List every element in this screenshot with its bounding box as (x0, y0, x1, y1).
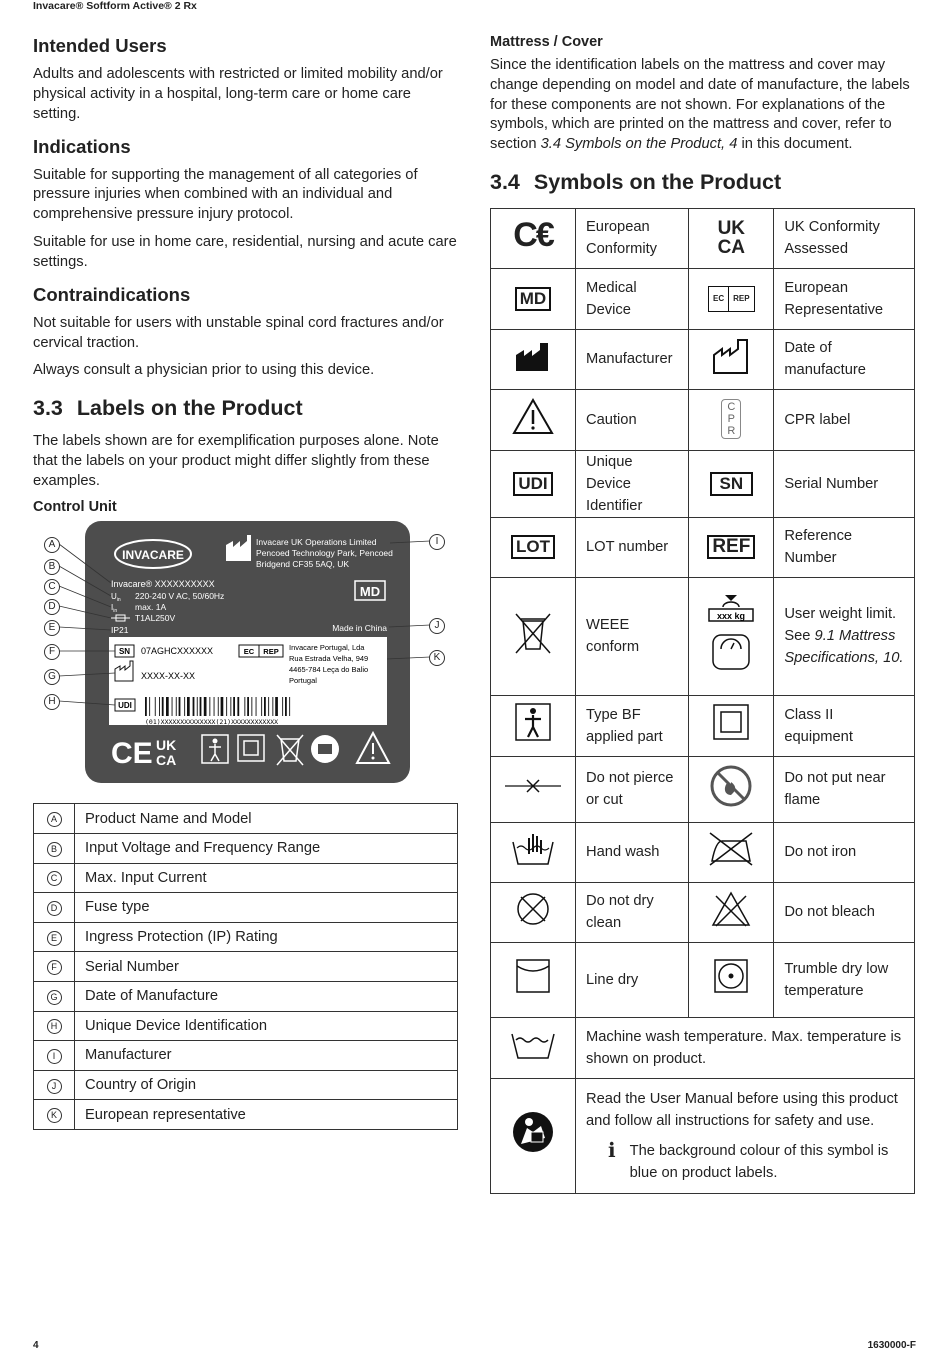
nopierce-label: Do not pierce or cut (576, 756, 689, 822)
type-bf-icon (491, 695, 576, 756)
label-current: max. 1A (135, 602, 167, 613)
label-origin: Made in China (332, 623, 387, 634)
manual-note-text: The background colour of this symbol is blue on product labels. (629, 1142, 889, 1181)
symbols-section-heading: 3.4 Symbols on the Product (490, 169, 782, 194)
contraindications-text-1: Not suitable for users with unstable spinal cord fractures and/or cervical traction. (33, 314, 444, 351)
left-column (33, 34, 458, 1130)
label-rep-line-2: Rua Estrada Velha, 949 (289, 654, 369, 664)
label-barcode-text: (01)XXXXXXXXXXXXXX(21)XXXXXXXXXXXX (145, 718, 279, 727)
legend-label: Max. Input Current (75, 863, 458, 893)
weee-label: WEEE conform (576, 577, 689, 695)
callout-g: G (44, 669, 60, 685)
indications-text-2: Suitable for use in home care, residential, nursing and acute care settings. (33, 234, 457, 270)
legend-label: Input Voltage and Frequency Range (75, 834, 458, 864)
no-iron-icon (689, 822, 774, 882)
legend-key: C (47, 871, 62, 886)
legend-key: K (47, 1108, 62, 1123)
label-sn: 07AGHCXXXXXX (141, 646, 214, 657)
label-sn-tag: SN (118, 647, 131, 657)
tumble-label: Trumble dry low temperature (774, 942, 915, 1017)
callout-c: C (44, 579, 60, 595)
weight-tag: xxx kg (717, 610, 746, 621)
callout-d: D (44, 599, 60, 615)
legend-row (34, 804, 458, 834)
legend-row (34, 981, 458, 1011)
legend-row (34, 863, 458, 893)
callout-j: J (429, 618, 445, 634)
label-legend-table (33, 803, 458, 1130)
machinewash-label: Machine wash temperature. Max. temperature is shown on product. (576, 1017, 915, 1078)
intended-users-text: Adults and adolescents with restricted or limited mobility and/or physical activity in a hospital, long-term care or home care setting. (33, 66, 443, 122)
legend-row (34, 922, 458, 952)
tumble-dry-icon (689, 942, 774, 1017)
typebf-label: Type BF applied part (576, 695, 689, 756)
label-udi-tag: UDI (118, 701, 132, 711)
md-label: Medical Device (576, 268, 689, 329)
weight-ref: 9.1 Mattress Specifications, 10. (784, 628, 904, 667)
date-of-manufacture-icon (689, 329, 774, 389)
control-unit-heading: Control Unit (33, 499, 117, 516)
callout-a: A (44, 537, 60, 553)
label-fuse: T1AL250V (135, 613, 176, 624)
mattress-heading: Mattress / Cover (490, 34, 603, 50)
label-product: Invacare® XXXXXXXXXX (111, 579, 215, 590)
line-dry-icon (491, 942, 576, 1017)
intended-users-heading: Intended Users (33, 35, 167, 56)
doc-number: 1630000-F (867, 1340, 916, 1351)
callout-k: K (429, 650, 445, 666)
mattress-text: Since the identification labels on the mattress and cover may change depending on model and date of manufacture, the labels for these components are not shown. For explanations of the symbols, which are printed on the mattress and cover, refer to section 3.4 Symbols on the Product, 4 in this document. (490, 57, 910, 153)
running-header: Invacare® Softform Active® 2 Rx (33, 0, 197, 12)
legend-key: D (47, 901, 62, 916)
read-manual-icon (491, 1078, 576, 1193)
noflame-label: Do not put near flame (774, 756, 915, 822)
label-current-sub: in (113, 608, 118, 615)
no-bleach-icon (689, 882, 774, 942)
caution-icon (491, 389, 576, 450)
udi-icon: UDI (491, 450, 576, 517)
legend-key: J (47, 1079, 62, 1094)
noiron-label: Do not iron (774, 822, 915, 882)
legend-label: Product Name and Model (75, 804, 458, 834)
no-dry-clean-icon (491, 882, 576, 942)
legend-label: Manufacturer (75, 1041, 458, 1071)
callout-i: I (429, 534, 445, 550)
label-manual-icon (311, 735, 339, 763)
control-unit-label-figure (33, 521, 458, 791)
label-rep-tag: REP (263, 647, 279, 657)
control-unit-label-image (33, 521, 458, 791)
legend-row (34, 1041, 458, 1071)
legend-row (34, 834, 458, 864)
label-voltage-symbol: U (111, 592, 117, 602)
legend-key: B (47, 842, 62, 857)
ec-rep-icon: EC REP (689, 268, 774, 329)
machine-wash-icon (491, 1017, 576, 1078)
label-voltage: 220-240 V AC, 50/60Hz (135, 591, 225, 602)
manual-label: Read the User Manual before using this product and follow all instructions for safety and use. (586, 1090, 898, 1129)
section-ref: 3.4 Symbols on the Product, 4 (540, 136, 738, 153)
label-ca-mark: CA (156, 752, 177, 769)
cpr-icon: C P R (689, 389, 774, 450)
label-ce-mark: CE (111, 737, 153, 771)
legend-label: European representative (75, 1100, 458, 1130)
labels-section-heading: 3.3 Labels on the Product (33, 396, 303, 421)
udi-label: Unique Device Identifier (576, 450, 689, 517)
handwash-label: Hand wash (576, 822, 689, 882)
ce-label: European Conformity (576, 208, 689, 268)
label-current-symbol: I (111, 603, 114, 613)
class2-label: Class II equipment (774, 695, 915, 756)
legend-key: I (47, 1049, 62, 1064)
label-mfr-line-1: Invacare UK Operations Limited (256, 537, 377, 548)
legend-key: H (47, 1019, 62, 1034)
caution-label: Caution (576, 389, 689, 450)
contraindications-heading: Contraindications (33, 283, 191, 305)
label-date: XXXX-XX-XX (141, 671, 196, 682)
legend-label: Country of Origin (75, 1070, 458, 1100)
legend-label: Serial Number (75, 952, 458, 982)
label-mfr-line-2: Pencoed Technology Park, Pencoed (256, 548, 393, 559)
linedry-label: Line dry (576, 942, 689, 1017)
info-icon: ℹ (608, 1137, 616, 1162)
legend-row (34, 1011, 458, 1041)
symbols-table (490, 208, 915, 1194)
legend-label: Unique Device Identification (75, 1011, 458, 1041)
label-ec-tag: EC (243, 647, 255, 657)
legend-row (34, 1070, 458, 1100)
ecrep-label: European Representative (774, 268, 915, 329)
legend-label: Fuse type (75, 893, 458, 923)
label-rep-line-4: Portugal (289, 676, 317, 686)
ukca-label: UK Conformity Assessed (774, 208, 915, 268)
sn-label: Serial Number (774, 450, 915, 517)
nodryclean-label: Do not dry clean (576, 882, 689, 942)
indications-text-1: Suitable for supporting the management of all categories of pressure injuries when combined with an individual and comprehensive pressure injury protocol. (33, 166, 418, 223)
lot-icon: LOT (491, 517, 576, 577)
callout-h: H (44, 694, 60, 710)
manual-note (586, 1137, 904, 1184)
ukca-icon: UK CA (689, 208, 774, 268)
legend-key: G (47, 990, 62, 1005)
label-voltage-sub: in (116, 597, 121, 604)
hand-wash-icon (491, 822, 576, 882)
legend-label: Ingress Protection (IP) Rating (75, 922, 458, 952)
lot-label: LOT number (576, 517, 689, 577)
contraindications-text-2: Always consult a physician prior to using this device. (33, 362, 375, 379)
label-mfr-line-3: Bridgend CF35 5AQ, UK (256, 559, 350, 570)
manufacturer-icon (491, 329, 576, 389)
legend-row (34, 952, 458, 982)
label-ip: IP21 (111, 625, 129, 636)
no-flame-icon (689, 756, 774, 822)
ce-icon: C€ (491, 208, 576, 268)
ref-icon: REF (689, 517, 774, 577)
weee-icon (491, 577, 576, 695)
label-rep-line-3: 4465-784 Leça do Balio (289, 665, 369, 675)
md-icon: MD (491, 268, 576, 329)
callout-f: F (44, 644, 60, 660)
legend-row (34, 893, 458, 923)
no-pierce-icon (491, 756, 576, 822)
manufacturer-label: Manufacturer (576, 329, 689, 389)
ref-label: Reference Number (774, 517, 915, 577)
legend-label: Date of Manufacture (75, 981, 458, 1011)
legend-key: A (47, 812, 62, 827)
callout-b: B (44, 559, 60, 575)
label-brand-logo: INVACARE (122, 548, 184, 563)
label-md: MD (359, 584, 381, 600)
labels-section-text: The labels shown are for exemplification purposes alone. Note that the labels on your product might differ slightly from these examples. (33, 433, 439, 489)
label-rep-line-1: Invacare Portugal, Lda (289, 643, 365, 653)
class-ii-icon (689, 695, 774, 756)
legend-key: E (47, 931, 62, 946)
legend-row (34, 1100, 458, 1130)
callout-e: E (44, 620, 60, 636)
legend-key: F (47, 960, 62, 975)
weight-limit-icon (689, 577, 774, 695)
manual-cell (576, 1078, 915, 1193)
label-uk-mark: UK (156, 737, 177, 754)
page-number: 4 (33, 1340, 39, 1351)
indications-heading: Indications (33, 135, 131, 157)
date-label: Date of manufacture (774, 329, 915, 389)
nobleach-label: Do not bleach (774, 882, 915, 942)
sn-icon: SN (689, 450, 774, 517)
cpr-label: CPR label (774, 389, 915, 450)
weight-label: User weight limit. See 9.1 Mattress Specifications, 10. (774, 577, 915, 695)
right-column (490, 34, 915, 1194)
